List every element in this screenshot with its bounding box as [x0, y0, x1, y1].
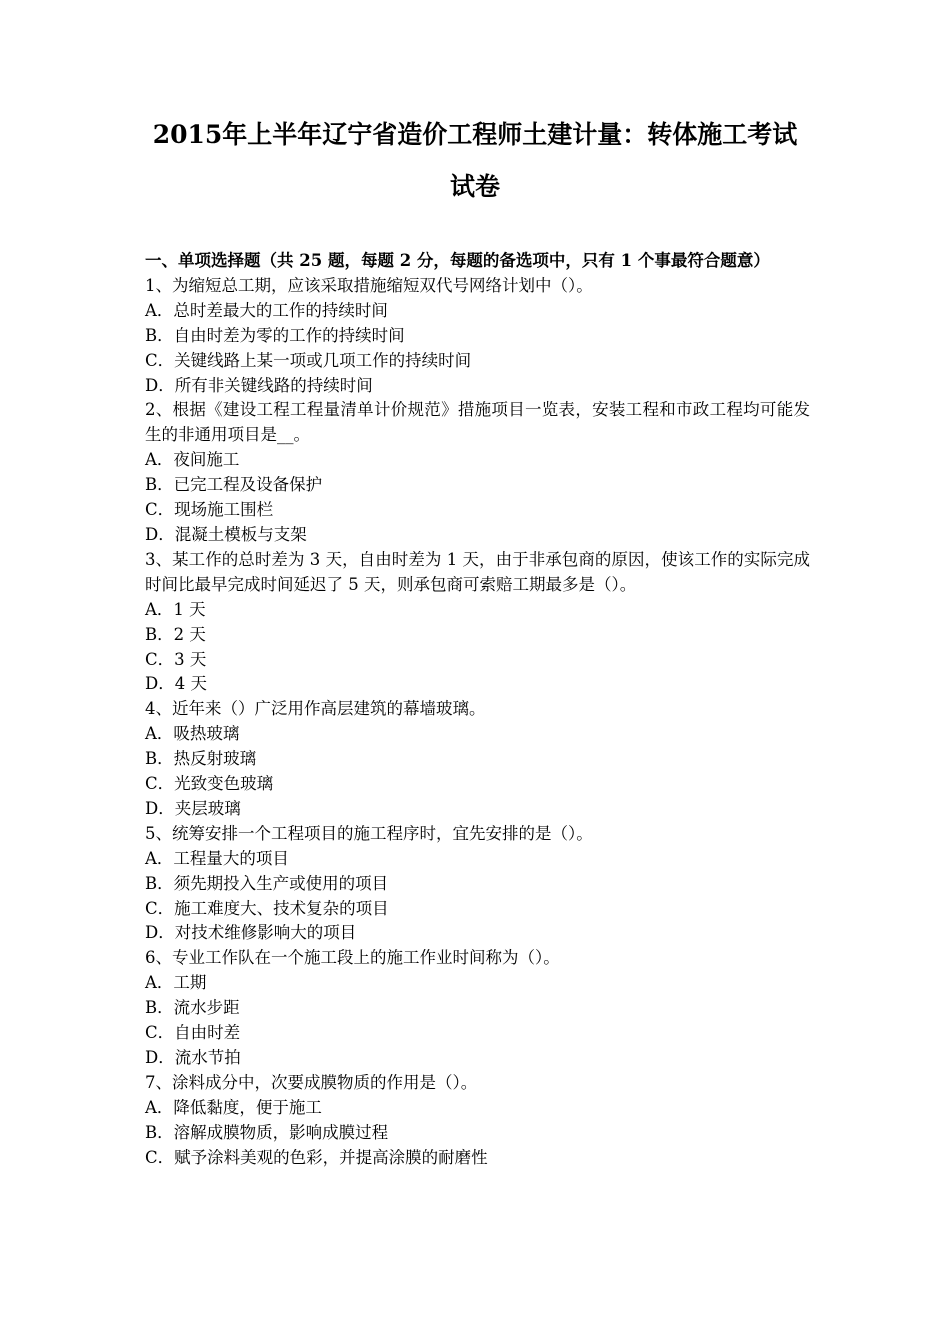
option-d: D．4 天: [145, 674, 207, 694]
question-5: [145, 822, 810, 947]
option-b: B．2 天: [145, 624, 206, 644]
option-a: A．1 天: [145, 599, 206, 619]
option-a: A．工程量大的项目: [145, 848, 289, 868]
question-stem: 7、涂料成分中，次要成膜物质的作用是（）。: [145, 1072, 478, 1092]
question-stem: 1、为缩短总工期，应该采取措施缩短双代号网络计划中（）。: [145, 275, 593, 295]
option-a: A．夜间施工: [145, 450, 240, 470]
option-a: A．吸热玻璃: [145, 724, 240, 744]
option-c: C．施工难度大、技术复杂的项目: [145, 898, 389, 918]
option-d: D．所有非关键线路的持续时间: [145, 375, 373, 395]
option-b: B．已完工程及设备保护: [145, 475, 323, 495]
document-title-line-2: 试卷: [449, 172, 500, 201]
option-c: C．关键线路上某一项或几项工作的持续时间: [145, 350, 472, 370]
option-a: A．总时差最大的工作的持续时间: [145, 300, 388, 320]
document-title-line-1: 2015年上半年辽宁省造价工程师土建计量：转体施工考试: [152, 120, 798, 149]
question-stem: 6、专业工作队在一个施工段上的施工作业时间称为（）。: [145, 948, 560, 968]
option-b: B．热反射玻璃: [145, 749, 257, 769]
question-3: [145, 548, 810, 697]
question-1: [145, 274, 810, 399]
option-c: C．赋予涂料美观的色彩，并提高涂膜的耐磨性: [145, 1147, 488, 1167]
question-2: [145, 398, 810, 547]
question-6: [145, 946, 810, 1071]
option-c: C．光致变色玻璃: [145, 774, 274, 794]
option-b: B．流水步距: [145, 998, 240, 1018]
option-a: A．降低黏度，便于施工: [145, 1097, 322, 1117]
option-b: B．溶解成膜物质，影响成膜过程: [145, 1122, 389, 1142]
document-body: [145, 249, 810, 1171]
question-stem: 3、某工作的总时差为 3 天，自由时差为 1 天，由于非承包商的原因，使该工作的实际完成时间比最早完成时间延迟了 5 天，则承包商可索赔工期最多是（）。: [145, 549, 810, 594]
option-d: D．混凝土模板与支架: [145, 524, 307, 544]
option-c: C．3 天: [145, 649, 207, 669]
option-b: B．须先期投入生产或使用的项目: [145, 873, 389, 893]
option-c: C．现场施工围栏: [145, 500, 274, 520]
question-4: [145, 697, 810, 822]
question-stem: 2、根据《建设工程工程量清单计价规范》措施项目一览表，安装工程和市政工程均可能发生的非通用项目是__。: [145, 400, 810, 445]
question-stem: 4、近年来（）广泛用作高层建筑的幕墙玻璃。: [145, 699, 486, 719]
option-d: D．流水节拍: [145, 1048, 241, 1067]
section-heading: 一、单项选择题（共 25 题，每题 2 分，每题的备选项中，只有 1 个事最符合题意）: [145, 251, 770, 270]
option-b: B．自由时差为零的工作的持续时间: [145, 325, 405, 345]
option-d: D．对技术维修影响大的项目: [145, 923, 357, 943]
option-c: C．自由时差: [145, 1023, 241, 1043]
option-d: D．夹层玻璃: [145, 798, 241, 818]
question-7: [145, 1071, 810, 1171]
question-stem: 5、统筹安排一个工程项目的施工程序时，宜先安排的是（）。: [145, 823, 593, 843]
option-a: A．工期: [145, 973, 207, 993]
